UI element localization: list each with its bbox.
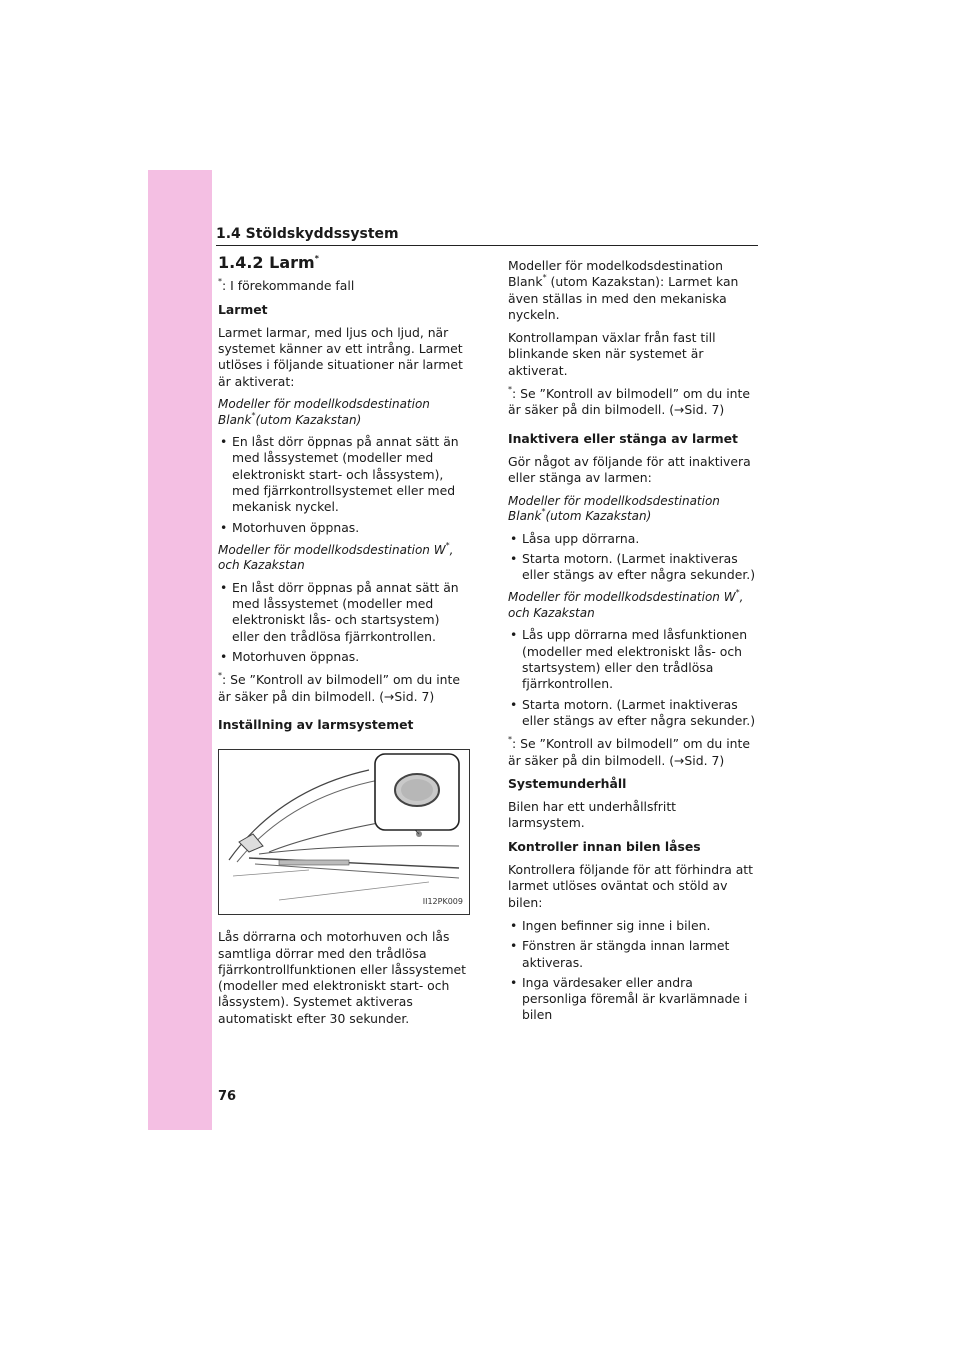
model-subhead-w: Modeller för modellkodsdestination W*, och Kazakstan	[218, 540, 454, 573]
trigger-list-blank	[218, 434, 466, 536]
list-item: • Inga värdesaker eller andra personliga föremål är kvarlämnade i bilen	[508, 975, 756, 1024]
mechanical-key-note: Modeller för modelkodsdestination Blank* (utom Kazakstan): Larmet kan även ställas in med den mekaniska nyckeln.	[508, 258, 739, 322]
model-check-note: *: Se ”Kontroll av bilmodell” om du inte är säker på din bilmodell. (→Sid. 7)	[508, 735, 751, 768]
larmet-heading: Larmet	[218, 301, 268, 317]
intro-paragraph: Larmet larmar, med ljus och ljud, när systemet känner av ett intrång. Larmet utlöses i följande situationer när larmet är aktiverat:	[218, 324, 463, 389]
deactivate-list-w	[508, 627, 756, 729]
model-check-note: *: Se ”Kontroll av bilmodell” om du inte är säker på din bilmodell. (→Sid. 7)	[508, 384, 751, 418]
list-item: • Fönstren är stängda innan larmet aktiveras.	[508, 938, 756, 971]
list-item: • Lås upp dörrarna med låsfunktionen (modeller med elektroniskt lås- och startsystem) eller den trådlösa fjärrkontrollen.	[508, 627, 756, 692]
list-item: • Starta motorn. (Larmet inaktiveras eller stängs av efter några sekunder.)	[508, 697, 756, 730]
car-hood-illustration	[218, 749, 470, 915]
list-item: • Motorhuven öppnas.	[218, 649, 466, 665]
maintenance-text: Bilen har ett underhållsfritt larmsystem.	[508, 799, 677, 831]
setting-heading: Inställning av larmsystemet	[218, 716, 414, 732]
footnote-availability: *: I förekommande fall	[218, 277, 355, 294]
model-check-note: *: Se ”Kontroll av bilmodell” om du inte är säker på din bilmodell. (→Sid. 7)	[218, 671, 461, 704]
check-heading: Kontroller innan bilen låses	[508, 838, 701, 854]
figure-code: II12PK009	[422, 896, 463, 906]
list-item: • En låst dörr öppnas på annat sätt än med låssystemet (modeller med elektroniskt start- och låssystem), med fjärrkontrollsystemet eller med mekanisk nyckel.	[218, 434, 466, 515]
section-header: 1.4 Stöldskyddssystem	[216, 226, 758, 246]
right-column	[508, 258, 756, 1031]
section-title: 1.4.2 Larm*	[218, 253, 319, 272]
list-item: • Motorhuven öppnas.	[218, 520, 466, 536]
model-subhead-blank: Modeller för modellkodsdestination Blank*(utom Kazakstan)	[508, 493, 720, 524]
check-list	[508, 918, 756, 1024]
list-item: • Starta motorn. (Larmet inaktiveras eller stängs av efter några sekunder.)	[508, 551, 756, 584]
list-item: • Ingen befinner sig inne i bilen.	[508, 918, 756, 934]
deactivate-heading: Inaktivera eller stänga av larmet	[508, 430, 738, 446]
left-column	[218, 255, 466, 1034]
check-intro: Kontrollera följande för att förhindra att larmet utlöses oväntat och stöld av bilen:	[508, 862, 754, 910]
model-subhead-blank: Modeller för modellkodsdestination Blank*(utom Kazakstan)	[218, 397, 430, 427]
chapter-tab-sidebar	[148, 170, 212, 1130]
list-item: • En låst dörr öppnas på annat sätt än med låssystemet (modeller med elektroniskt lås- och startsystem) eller den trådlösa fjärrkontrollen.	[218, 580, 466, 645]
page-number: 76	[218, 1089, 237, 1104]
maintenance-heading: Systemunderhåll	[508, 775, 627, 791]
deactivate-intro: Gör något av följande för att inaktivera eller stänga av larmen:	[508, 453, 751, 486]
indicator-lamp-note: Kontrollampan växlar från fast till blinkande sken när systemet är aktiverat.	[508, 330, 716, 378]
activation-instructions: Lås dörrarna och motorhuven och lås samtliga dörrar med den trådlösa fjärrkontrollfunktionen eller låssystemet (modeller med elektroniskt start- och låssystem). Systemet aktiveras automatiskt efter 30 sekunder.	[218, 929, 467, 1026]
model-subhead-w: Modeller för modellkodsdestination W*, och Kazakstan	[508, 588, 744, 620]
car-front-drawing	[219, 750, 469, 914]
deactivate-list-blank	[508, 531, 756, 584]
list-item: • Låsa upp dörrarna.	[508, 531, 756, 547]
trigger-list-w	[218, 580, 466, 665]
